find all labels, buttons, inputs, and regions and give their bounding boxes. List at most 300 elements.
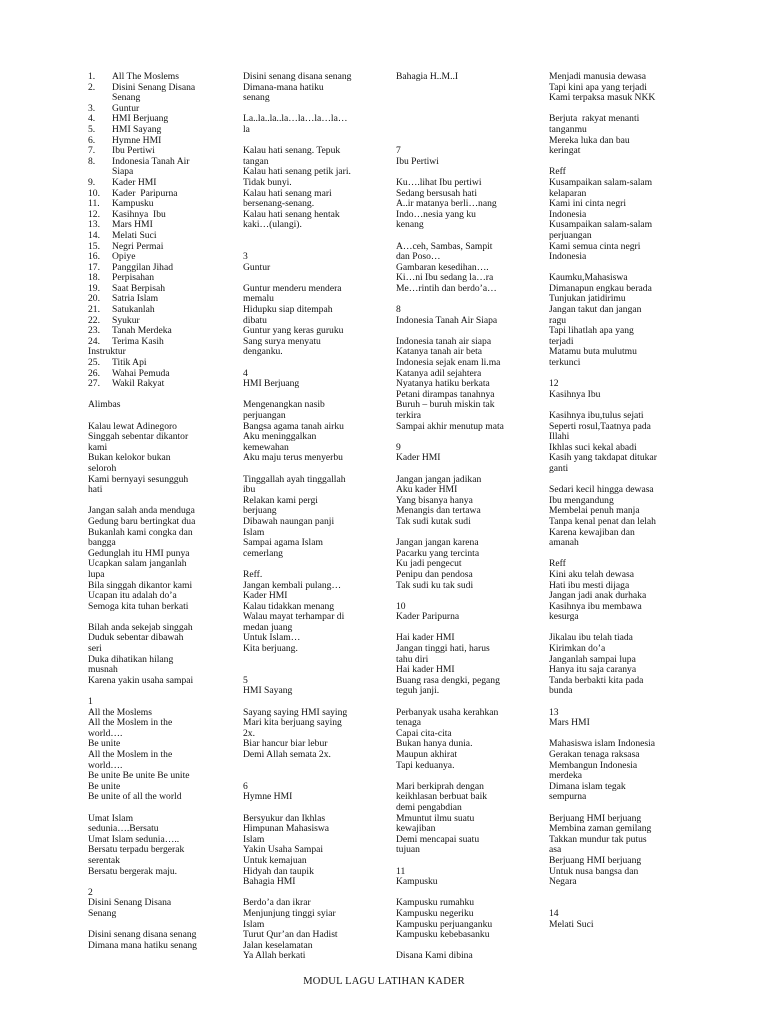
lyric-line: Kalau hati senang hentak: [243, 208, 340, 220]
lyric-line: Indonesia: [549, 208, 587, 220]
lyric-line: Kampusku kebebasanku: [396, 929, 490, 941]
song-index-number: 10.: [88, 187, 100, 199]
column-1: [88, 72, 236, 951]
lyric-line: kesurga: [549, 611, 579, 623]
lyric-line: All the Moslem in the: [88, 749, 173, 760]
song-index-item: [88, 83, 236, 104]
lyric-line: kenang: [396, 219, 424, 231]
lyric-line: Senang: [88, 907, 117, 919]
lyric-line: Me…rintih dan berdo’a…: [396, 282, 497, 294]
lyric-line: Hai kader HMI: [396, 632, 455, 644]
song-index-title: HMI Berjuang: [112, 113, 169, 125]
song-index-number: 13.: [88, 219, 100, 231]
lyric-line: 14: [549, 907, 559, 919]
lyric-line: Demi mencapai suatu: [396, 833, 480, 845]
song-index-number: 23.: [88, 325, 100, 337]
lyric-line: Indonesia Tanah Air Siapa: [396, 314, 498, 326]
lyric-line: Tak sudi kutak sudi: [396, 515, 471, 527]
lyric-line: Kami semua cinta negri: [549, 240, 641, 252]
lyric-line: [396, 104, 542, 115]
lyric-line: Kampusku rumahku: [396, 897, 475, 909]
lyric-line: Guntur menderu mendera: [243, 282, 342, 294]
lyric-line: Kalau tidakkan menang: [243, 600, 335, 612]
lyric-line: tangan: [243, 155, 269, 167]
lyric-line: Sampai agama Islam: [243, 537, 323, 549]
lyric-line: tujuan: [396, 844, 420, 856]
lyric-line: [243, 242, 389, 253]
lyric-line: Sayang saying HMI saying: [243, 706, 348, 718]
lyric-line: Turut Qur’an dan Hadist: [243, 929, 338, 941]
lyric-line: Menangis dan tertawa: [396, 505, 481, 517]
lyric-line: [396, 125, 542, 136]
lyric-line: asa: [549, 844, 562, 856]
lyric-line: [396, 856, 542, 867]
lyric-line: Ikhlas suci kekal abadi: [549, 441, 637, 453]
song-index-number: 15.: [88, 240, 100, 252]
lyric-line: merdeka: [549, 770, 583, 782]
lyric-line: Penipu dan pendosa: [396, 568, 473, 580]
lyric-line: demi pengabdian: [396, 801, 462, 813]
lyric-line: Islam: [243, 526, 265, 538]
lyric-line: [549, 803, 699, 814]
lyric-line: hati: [88, 484, 103, 496]
lyric-line: Kaumku,Mahasiswa: [549, 272, 628, 284]
lyric-line: kaki…(ulangi).: [243, 219, 302, 231]
lyric-line: Himpunan Mahasiswa: [243, 823, 330, 835]
lyric-line: Menjadi manusia dewasa: [549, 71, 646, 82]
lyric-line: [88, 877, 236, 888]
lyric-line: Melati Suci: [549, 918, 594, 930]
lyric-line: Walau mayat terhampar di: [243, 611, 345, 623]
song-index-title: Satukanlah: [112, 304, 155, 316]
lyric-line: Gambaran kesedihan….: [396, 261, 489, 273]
lyric-line: kewajiban: [396, 823, 436, 835]
lyric-line: Mereka luka dan bau: [549, 134, 630, 146]
lyric-line: ragu: [549, 314, 567, 326]
lyric-line: keringat: [549, 145, 581, 157]
lyric-line: teguh janji.: [396, 685, 440, 697]
song-index-title: Syukur: [112, 314, 140, 326]
song-index-title: Satria Islam: [112, 293, 159, 305]
lyric-line: 8: [396, 304, 401, 316]
song-index-item: [88, 210, 236, 221]
song-index-title: Perpisahan: [112, 272, 155, 284]
lyric-line: All the Moslem in the: [88, 717, 173, 729]
lyric-line: Kalau hati senang. Tepuk: [243, 145, 341, 157]
lyric-line: [88, 803, 236, 814]
lyric-line: Be unite: [88, 780, 121, 792]
song-index-title: HMI Sayang: [112, 123, 162, 135]
lyric-line: ibu: [243, 484, 256, 496]
lyric-line: terkira: [396, 410, 422, 421]
song-index-number: 8.: [88, 155, 96, 167]
lyric-line: Duduk sebentar dibawah: [88, 632, 184, 644]
lyric-line: Kalau hati senang petik jari.: [243, 166, 351, 178]
lyric-line: 3: [243, 251, 248, 263]
song-index-title: All The Moslems: [112, 71, 179, 82]
lyric-line: Sang surya menyatu: [243, 335, 321, 347]
lyric-line: berjuang: [243, 505, 277, 517]
lyric-line: Kampusku perjuanganku: [396, 918, 493, 930]
lyric-line: kami: [88, 441, 108, 453]
lyric-line: Ki…ni Ibu sedang la…ra: [396, 272, 494, 284]
lyric-line: 1: [88, 696, 93, 708]
song-index-title: Tanah Merdeka: [112, 325, 172, 337]
lyric-line: Kami bernyayi sesungguh: [88, 473, 189, 485]
lyric-line: Petani dirampas tanahnya: [396, 388, 495, 400]
lyric-line: Gerakan tenaga raksasa: [549, 749, 640, 760]
lyric-line: Disana Kami dibina: [396, 950, 473, 962]
lyric-line: Untuk nusa bangsa dan: [549, 865, 639, 877]
lyric-line: Tapi keduanya.: [396, 759, 455, 771]
lyric-line: Kami ini cinta negri: [549, 198, 626, 210]
lyric-line: Capai cita-cita: [396, 727, 452, 739]
lyric-line: Menjunjung tinggi syiar: [243, 907, 336, 919]
lyric-line: Disini Senang Disana: [88, 897, 172, 909]
lyric-line: Islam: [243, 918, 265, 930]
lyric-line: lupa: [88, 568, 105, 580]
lyric-line: Bersatu bergerak maju.: [88, 865, 178, 877]
lyric-line: senang: [243, 92, 270, 104]
lyric-line: Kader Paripurna: [396, 611, 460, 623]
lyric-line: Membina zaman gemilang: [549, 823, 652, 835]
lyric-line: kelaparan: [549, 187, 587, 199]
song-index-item: [88, 125, 236, 136]
lyric-line: Indonesia sejak enam li.ma: [396, 357, 501, 369]
lyric-line: A..ir matanya berli…nang: [396, 198, 497, 210]
lyric-line: [396, 136, 542, 147]
column-4-lyrics: [549, 72, 699, 930]
lyric-line: Karena yakin usaha sampai: [88, 674, 194, 686]
lyric-line: Untuk kemajuan: [243, 854, 307, 866]
lyric-line: bunda: [549, 685, 573, 697]
lyric-line: Kita berjuang.: [243, 643, 298, 655]
lyric-line: seloroh: [88, 462, 117, 474]
song-index-number: 6.: [88, 134, 96, 146]
lyric-line: Guntur: [243, 261, 271, 273]
lyric-line: Kampusku negeriku: [396, 907, 474, 919]
lyric-line: Mars HMI: [549, 717, 590, 729]
lyric-line: seri: [88, 643, 102, 655]
lyric-line: Ibu Pertiwi: [396, 155, 439, 167]
lyric-line: Berjuta rakyat menanti: [549, 113, 640, 125]
song-index-item: [88, 337, 236, 358]
lyric-line: Relakan kami pergi: [243, 494, 318, 506]
lyric-line: 5: [243, 674, 248, 686]
lyric-line: dibatu: [243, 314, 267, 326]
lyric-line: 10: [396, 600, 406, 612]
lyric-line: Aku kader HMI: [396, 484, 458, 496]
lyric-line: terjadi: [549, 335, 574, 347]
lyric-line: Maupun akhirat: [396, 749, 458, 760]
lyric-line: memalu: [243, 293, 274, 305]
song-index-item: [88, 284, 236, 295]
lyric-line: Tunjukan jatidirimu: [549, 293, 626, 305]
song-index-number: 27.: [88, 378, 100, 390]
lyric-line: Be unite Be unite Be unite: [88, 770, 190, 782]
lyric-line: Kalau lewat Adinegoro: [88, 420, 177, 432]
lyric-line: Dimana-mana hatiku: [243, 81, 324, 93]
song-index-number: 4.: [88, 113, 96, 125]
lyric-line: Aku maju terus menyerbu: [243, 452, 343, 464]
lyric-line: Tapi kini apa yang terjadi: [549, 81, 647, 93]
song-index-title: Hymne HMI: [112, 134, 162, 146]
lyric-line: perjuangan: [243, 410, 286, 421]
song-index-item: [88, 242, 236, 253]
lyric-line: Be unite of all the world: [88, 791, 182, 803]
lyric-line: [243, 665, 389, 676]
column-1-lyrics: [88, 390, 236, 951]
lyric-line: Sedang bersusah hati: [396, 187, 477, 199]
lyric-line: sedunia….Bersatu: [88, 823, 159, 835]
lyric-line: Bangsa agama tanah airku: [243, 420, 344, 432]
song-index-number: 3.: [88, 102, 96, 114]
song-index-title: Guntur: [112, 102, 140, 114]
lyric-line: Jikalau ibu telah tiada: [549, 632, 633, 644]
lyric-line: Membelai penuh manja: [549, 505, 640, 517]
lyric-line: Jangan jadi anak durhaka: [549, 590, 647, 602]
lyric-line: [243, 559, 389, 570]
song-index-item: [88, 220, 236, 231]
lyric-line: Ku….lihat Ibu pertiwi: [396, 176, 482, 188]
lyric-line: [243, 771, 389, 782]
lyric-line: 11: [396, 865, 406, 877]
lyric-line: Guntur yang keras guruku: [243, 325, 344, 337]
lyric-line: Indonesia tanah air siapa: [396, 335, 492, 347]
lyric-line: Reff: [549, 558, 566, 570]
song-index-title: Ibu Pertiwi: [112, 145, 155, 157]
song-index-title: Terima Kasih Instruktur: [88, 335, 164, 358]
lyric-line: Perbanyak usaha kerahkan: [396, 706, 499, 718]
lyric-line: cemerlang: [243, 547, 283, 559]
lyric-line: [549, 157, 699, 168]
lyric-line: All the Moslems: [88, 706, 152, 718]
song-index-title: Mars HMI: [112, 219, 153, 231]
lyric-line: [549, 697, 699, 708]
lyric-line: Kasih yang takdapat ditukar: [549, 452, 657, 464]
lyric-line: amanah: [549, 537, 579, 549]
lyric-line: [396, 114, 542, 125]
lyric-line: Gedung baru bertingkat dua: [88, 515, 196, 527]
lyric-line: Semoga kita tuhan berkati: [88, 600, 189, 612]
lyric-line: Gedunglah itu HMI punya: [88, 547, 190, 559]
song-index-item: [88, 136, 236, 147]
lyric-line: [549, 898, 699, 909]
lyric-line: Mahasiswa islam Indonesia: [549, 738, 656, 750]
lyric-line: serentak: [88, 854, 120, 866]
lyric-line: Buruh – buruh miskin tak: [396, 399, 495, 411]
lyric-line: Hanya itu saja caranya: [549, 664, 637, 676]
lyric-line: [88, 686, 236, 697]
song-index-title: Kampusku: [112, 198, 154, 210]
lyric-line: Mari kita berjuang saying: [243, 717, 342, 729]
song-index-title: Kader HMI: [112, 176, 157, 188]
lyric-line: Kusampaikan salam-salam: [549, 219, 653, 231]
lyric-line: Singgah sebentar dikantor: [88, 431, 189, 443]
lyric-line: 2x.: [243, 727, 255, 739]
lyric-line: denganku.: [243, 346, 283, 358]
lyric-line: Katanya tanah air beta: [396, 346, 483, 358]
song-index-title: Wakil Rakyat: [112, 378, 165, 390]
song-index-number: 7.: [88, 145, 96, 157]
lyric-line: keikhlasan berbuat baik: [396, 791, 488, 803]
lyric-line: Ucapkan salam janganlah: [88, 558, 187, 570]
lyric-line: Kader HMI: [396, 452, 441, 464]
lyric-line: Kampusku: [396, 876, 438, 888]
lyric-line: Indonesia: [549, 251, 587, 263]
lyric-line: [396, 294, 542, 305]
column-2-lyrics: [243, 72, 389, 962]
lyric-line: Dimanapun engkau berada: [549, 282, 652, 294]
lyric-line: Mmuntut ilmu suatu: [396, 812, 475, 824]
song-index-item: [88, 294, 236, 305]
lyric-line: bangga: [88, 537, 116, 549]
song-index-number: 14.: [88, 229, 100, 241]
song-index-item: [88, 157, 236, 178]
song-index-item: [88, 178, 236, 189]
lyric-line: [88, 411, 236, 422]
lyric-line: [396, 83, 542, 94]
lyric-line: Dimana islam tegak: [549, 780, 626, 792]
song-index-number: 26.: [88, 367, 100, 379]
lyric-line: world….: [88, 727, 123, 739]
lyric-line: Katanya adil sejahtera: [396, 367, 482, 379]
song-index-number: 2.: [88, 81, 96, 93]
lyric-line: Tinggallah ayah tinggallah: [243, 473, 346, 485]
lyric-line: Disini senang disana senang: [243, 71, 352, 82]
song-index-number: 16.: [88, 251, 100, 263]
lyric-line: [396, 231, 542, 242]
lyric-line: Hymne HMI: [243, 791, 293, 803]
song-index-item: [88, 231, 236, 242]
lyric-line: Berjuang HMI berjuang: [549, 812, 642, 824]
lyric-line: Kusampaikan salam-salam: [549, 176, 653, 188]
lyric-line: Kalau hati senang mari: [243, 187, 332, 199]
lyric-line: Hidupku siap ditempah: [243, 304, 333, 316]
song-index-title: Wahai Pemuda: [112, 367, 170, 379]
lyric-line: [243, 761, 389, 772]
song-index-item: [88, 305, 236, 316]
lyric-line: Jangan jangan jadikan: [396, 473, 482, 485]
song-index-title: Saat Berpisah: [112, 282, 166, 294]
lyric-line: 4: [243, 367, 248, 379]
lyric-line: Kasihnya Ibu: [549, 388, 601, 400]
lyric-line: [549, 369, 699, 380]
lyric-line: HMI Berjuang: [243, 378, 300, 390]
lyric-line: Kasihnya ibu membawa: [549, 600, 642, 612]
lyric-line: [243, 358, 389, 369]
song-index-number: 5.: [88, 123, 96, 135]
lyric-line: Kasihnya ibu,tulus sejati: [549, 410, 644, 421]
song-index-title: Kasihnya Ibu: [112, 208, 166, 220]
lyric-line: Bahagia HMI: [243, 876, 296, 888]
lyric-line: Hidyah dan taupik: [243, 865, 314, 877]
lyric-line: [396, 93, 542, 104]
lyric-line: Yakin Usaha Sampai: [243, 844, 324, 856]
lyric-line: 9: [396, 441, 401, 453]
lyric-line: Untuk Islam…: [243, 632, 301, 644]
song-index-number: 24.: [88, 335, 100, 347]
song-index-number: 21.: [88, 304, 100, 316]
lyric-line: Hati ibu mesti dijaga: [549, 579, 630, 591]
lyric-line: Janganlah sampai lupa: [549, 653, 636, 665]
lyric-line: Reff.: [243, 568, 263, 580]
lyric-line: HMI Sayang: [243, 685, 293, 697]
song-index-title: Panggilan Jihad: [112, 261, 174, 273]
song-index-number: 19.: [88, 282, 100, 294]
lyric-line: sempurna: [549, 791, 587, 803]
lyric-line: Mengenangkan nasib: [243, 399, 325, 411]
lyric-line: [549, 888, 699, 899]
lyric-line: Seperti rosul,Taatnya pada: [549, 420, 651, 432]
song-index-title: Kader Paripurna: [112, 187, 178, 199]
lyric-line: Tanpa kenal penat dan lelah: [549, 515, 656, 527]
lyric-line: Pacarku yang tercinta: [396, 547, 480, 559]
lyric-line: Berdo’a dan ikrar: [243, 897, 311, 909]
song-index-number: 25.: [88, 357, 100, 369]
lyric-line: dan Poso…: [396, 251, 441, 263]
lyric-line: la: [243, 123, 250, 135]
lyric-line: Ku jadi pengecut: [396, 558, 462, 570]
lyric-line: ganti: [549, 462, 569, 474]
lyric-line: Sedari kecil hingga dewasa: [549, 484, 654, 496]
lyric-line: perjuangan: [549, 229, 592, 241]
lyric-line: A…ceh, Sambas, Sampit: [396, 240, 493, 252]
lyric-line: Jangan kembali pulang…: [243, 579, 342, 591]
lyric-line: Hai kader HMI: [396, 664, 455, 676]
lyric-line: 13: [549, 706, 559, 718]
lyric-line: bersenang-senang.: [243, 198, 315, 210]
lyric-line: Dimana mana hatiku senang: [88, 939, 197, 951]
song-index-title: Opiye: [112, 251, 136, 263]
lyric-line: Bukan kelokor bukan: [88, 452, 171, 464]
lyric-line: Alimbas: [88, 399, 121, 411]
lyric-line: Mari berkiprah dengan: [396, 780, 484, 792]
lyric-line: Indo…nesia yang ku: [396, 208, 476, 220]
page-footer: MODUL LAGU LATIHAN KADER: [303, 976, 465, 987]
song-index-item: [88, 72, 236, 83]
lyric-line: world….: [88, 759, 123, 771]
lyric-line: medan juang: [243, 621, 293, 633]
song-index-item: [88, 263, 236, 274]
lyric-line: Nyatanya hatiku berkata: [396, 378, 490, 390]
lyric-line: Demi Allah semata 2x.: [243, 749, 331, 760]
lyric-line: [243, 464, 389, 475]
lyric-line: La..la..la..la…la…la…la…: [243, 113, 348, 125]
lyric-line: Biar hancur biar lebur: [243, 738, 328, 750]
lyric-line: Yang bisanya hanya: [396, 494, 473, 506]
lyric-line: Bersyukur dan Ikhlas: [243, 812, 326, 824]
lyric-line: 2: [88, 886, 93, 898]
song-index-number: 17.: [88, 261, 100, 273]
song-index-number: 20.: [88, 293, 100, 305]
lyric-line: Ibu mengandung: [549, 494, 614, 506]
lyric-line: Be unite: [88, 738, 121, 750]
song-index-number: 9.: [88, 176, 96, 188]
lyric-line: tahu diri: [396, 653, 429, 665]
lyric-line: Umat Islam: [88, 812, 134, 824]
lyric-line: Tak sudi ku tak sudi: [396, 579, 474, 591]
lyric-line: 6: [243, 780, 248, 792]
lyric-line: [549, 549, 699, 560]
lyric-line: [396, 432, 542, 443]
song-index-item: [88, 379, 236, 390]
lyric-line: Dibawah naungan panji: [243, 515, 335, 527]
lyric-line: Kini aku telah dewasa: [549, 568, 634, 580]
song-index-number: 12.: [88, 208, 100, 220]
song-index-list: [88, 72, 236, 390]
song-index-number: 22.: [88, 314, 100, 326]
